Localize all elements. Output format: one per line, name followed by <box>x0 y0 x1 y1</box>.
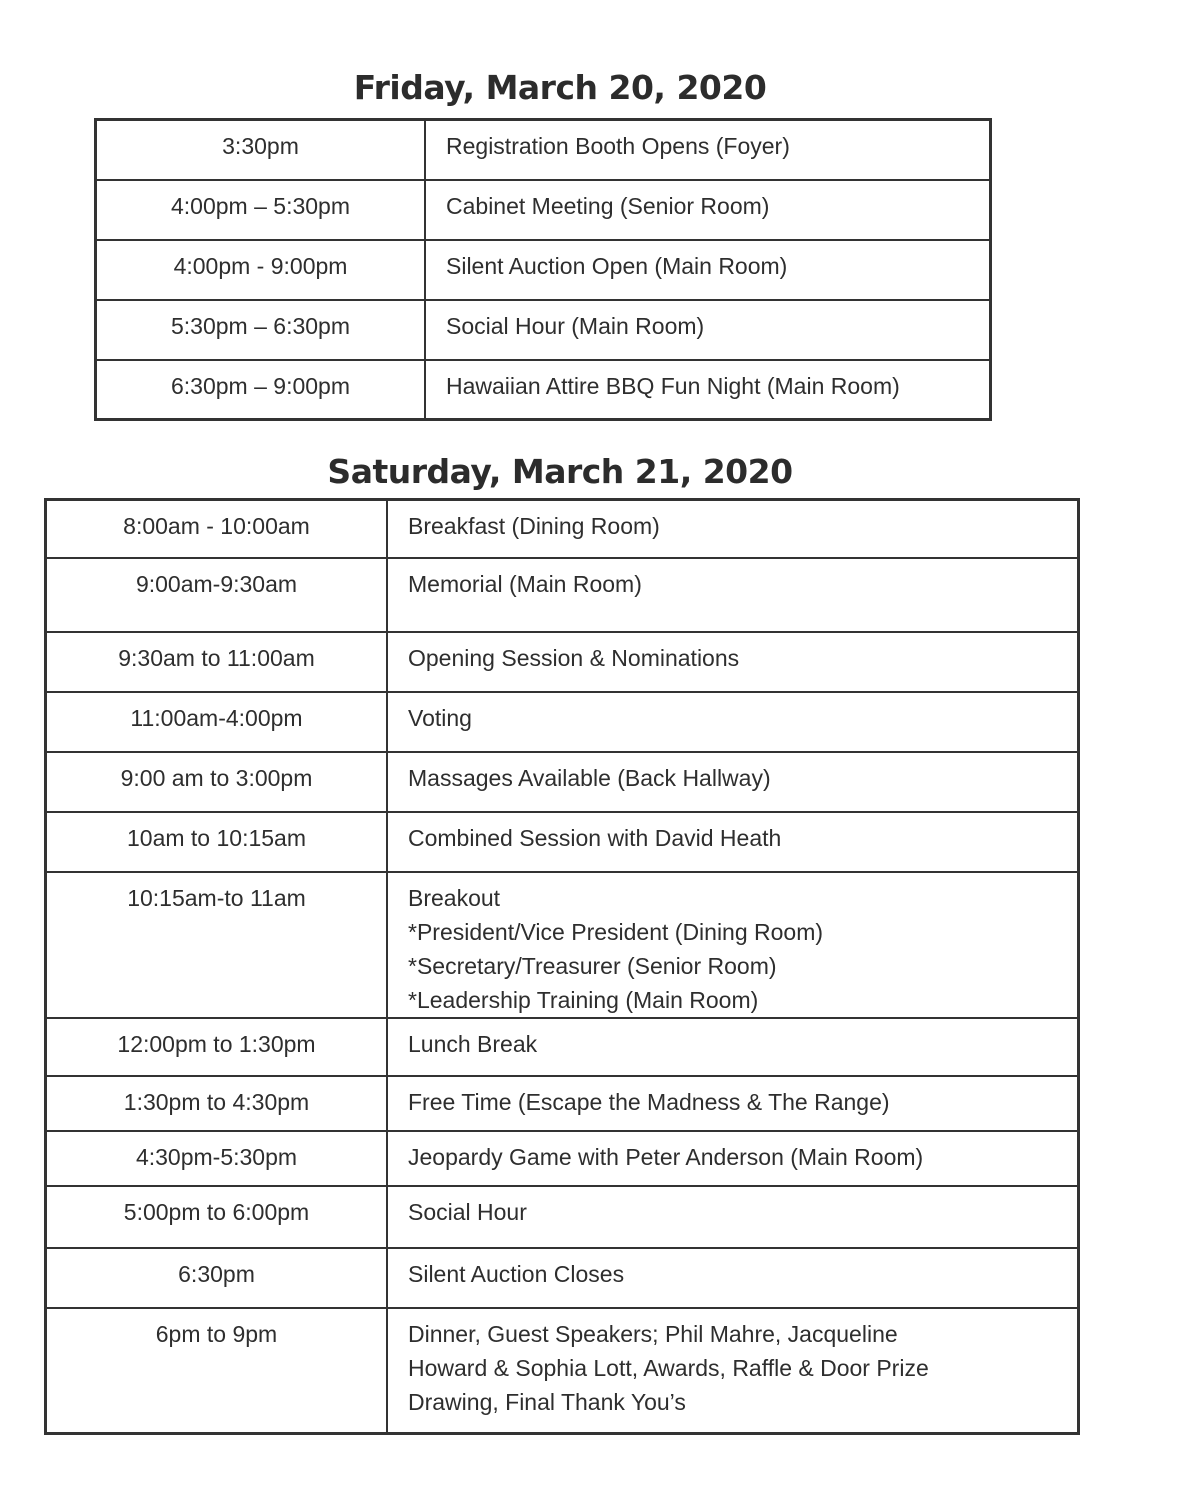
event-line: Opening Session & Nominations <box>408 644 740 671</box>
event-cell <box>425 300 991 360</box>
event-cell <box>387 752 1079 812</box>
event-line: Silent Auction Open (Main Room) <box>446 252 788 279</box>
event-cell <box>425 240 991 300</box>
table-row <box>96 360 991 420</box>
event-cell <box>387 1018 1079 1076</box>
event-line: Dinner, Guest Speakers; Phil Mahre, Jacqueline <box>408 1320 898 1347</box>
table-row <box>96 120 991 180</box>
time-cell: 5:00pm to 6:00pm <box>46 1186 388 1248</box>
event-line: Hawaiian Attire BBQ Fun Night (Main Room) <box>446 372 900 399</box>
saturday-schedule-table <box>44 498 1080 1435</box>
event-cell <box>387 558 1079 632</box>
event-line: Massages Available (Back Hallway) <box>408 764 771 791</box>
time-cell: 10:15am-to 11am <box>46 872 388 1018</box>
friday-schedule-table <box>94 118 992 421</box>
event-line: Registration Booth Opens (Foyer) <box>446 133 790 159</box>
friday-title: Friday, March 20, 2020 <box>353 68 767 107</box>
event-cell <box>425 120 991 180</box>
event-line: Silent Auction Closes <box>408 1260 625 1287</box>
table-row <box>46 692 1079 752</box>
event-cell <box>387 692 1079 752</box>
event-line: Cabinet Meeting (Senior Room) <box>446 192 770 219</box>
time-cell: 12:00pm to 1:30pm <box>46 1018 388 1076</box>
table-row <box>46 752 1079 812</box>
event-line: Combined Session with David Heath <box>408 824 782 851</box>
table-row <box>46 1248 1079 1308</box>
event-cell <box>387 1308 1079 1434</box>
event-line: Social Hour <box>408 1198 527 1225</box>
time-cell: 11:00am-4:00pm <box>46 692 388 752</box>
event-line: Jeopardy Game with Peter Anderson (Main Room) <box>408 1143 924 1170</box>
event-line: Free Time (Escape the Madness & The Range) <box>408 1088 890 1115</box>
time-cell: 6pm to 9pm <box>46 1308 388 1434</box>
time-cell: 4:00pm – 5:30pm <box>96 180 426 240</box>
event-cell <box>425 180 991 240</box>
time-cell: 10am to 10:15am <box>46 812 388 872</box>
table-row <box>46 1018 1079 1076</box>
time-cell: 5:30pm – 6:30pm <box>96 300 426 360</box>
time-cell: 8:00am - 10:00am <box>46 500 388 558</box>
time-cell: 9:00 am to 3:00pm <box>46 752 388 812</box>
event-cell <box>387 812 1079 872</box>
event-line: *Leadership Training (Main Room) <box>408 986 759 1013</box>
table-row <box>46 1308 1079 1434</box>
event-line: Lunch Break <box>408 1030 538 1057</box>
event-cell <box>387 500 1079 558</box>
event-line: Social Hour (Main Room) <box>446 312 705 339</box>
event-cell <box>387 872 1079 1018</box>
event-line: *President/Vice President (Dining Room) <box>408 918 824 945</box>
time-cell: 4:00pm - 9:00pm <box>96 240 426 300</box>
table-row <box>46 1131 1079 1186</box>
table-row <box>46 500 1079 558</box>
event-line: Memorial (Main Room) <box>408 570 642 597</box>
event-cell <box>425 360 991 420</box>
time-cell: 3:30pm <box>96 120 426 180</box>
table-row <box>96 240 991 300</box>
table-row <box>46 1186 1079 1248</box>
event-cell <box>387 1186 1079 1248</box>
time-cell: 6:30pm <box>46 1248 388 1308</box>
saturday-title: Saturday, March 21, 2020 <box>327 452 793 491</box>
time-cell: 6:30pm – 9:00pm <box>96 360 426 420</box>
event-line: Voting <box>408 704 472 731</box>
event-line: Howard & Sophia Lott, Awards, Raffle & Door Prize <box>408 1354 929 1381</box>
event-cell <box>387 1248 1079 1308</box>
time-cell: 1:30pm to 4:30pm <box>46 1076 388 1131</box>
time-cell: 9:00am-9:30am <box>46 558 388 632</box>
event-line: Breakfast (Dining Room) <box>408 513 660 539</box>
table-row <box>46 558 1079 632</box>
time-cell: 4:30pm-5:30pm <box>46 1131 388 1186</box>
event-line: *Secretary/Treasurer (Senior Room) <box>408 952 777 979</box>
time-cell: 9:30am to 11:00am <box>46 632 388 692</box>
event-cell <box>387 1131 1079 1186</box>
event-line: Breakout <box>408 884 501 911</box>
event-cell <box>387 632 1079 692</box>
event-line: Drawing, Final Thank You’s <box>408 1388 686 1415</box>
table-row <box>46 632 1079 692</box>
table-row <box>46 1076 1079 1131</box>
table-row <box>96 180 991 240</box>
table-row <box>46 872 1079 1018</box>
event-cell <box>387 1076 1079 1131</box>
table-row <box>46 812 1079 872</box>
table-row <box>96 300 991 360</box>
